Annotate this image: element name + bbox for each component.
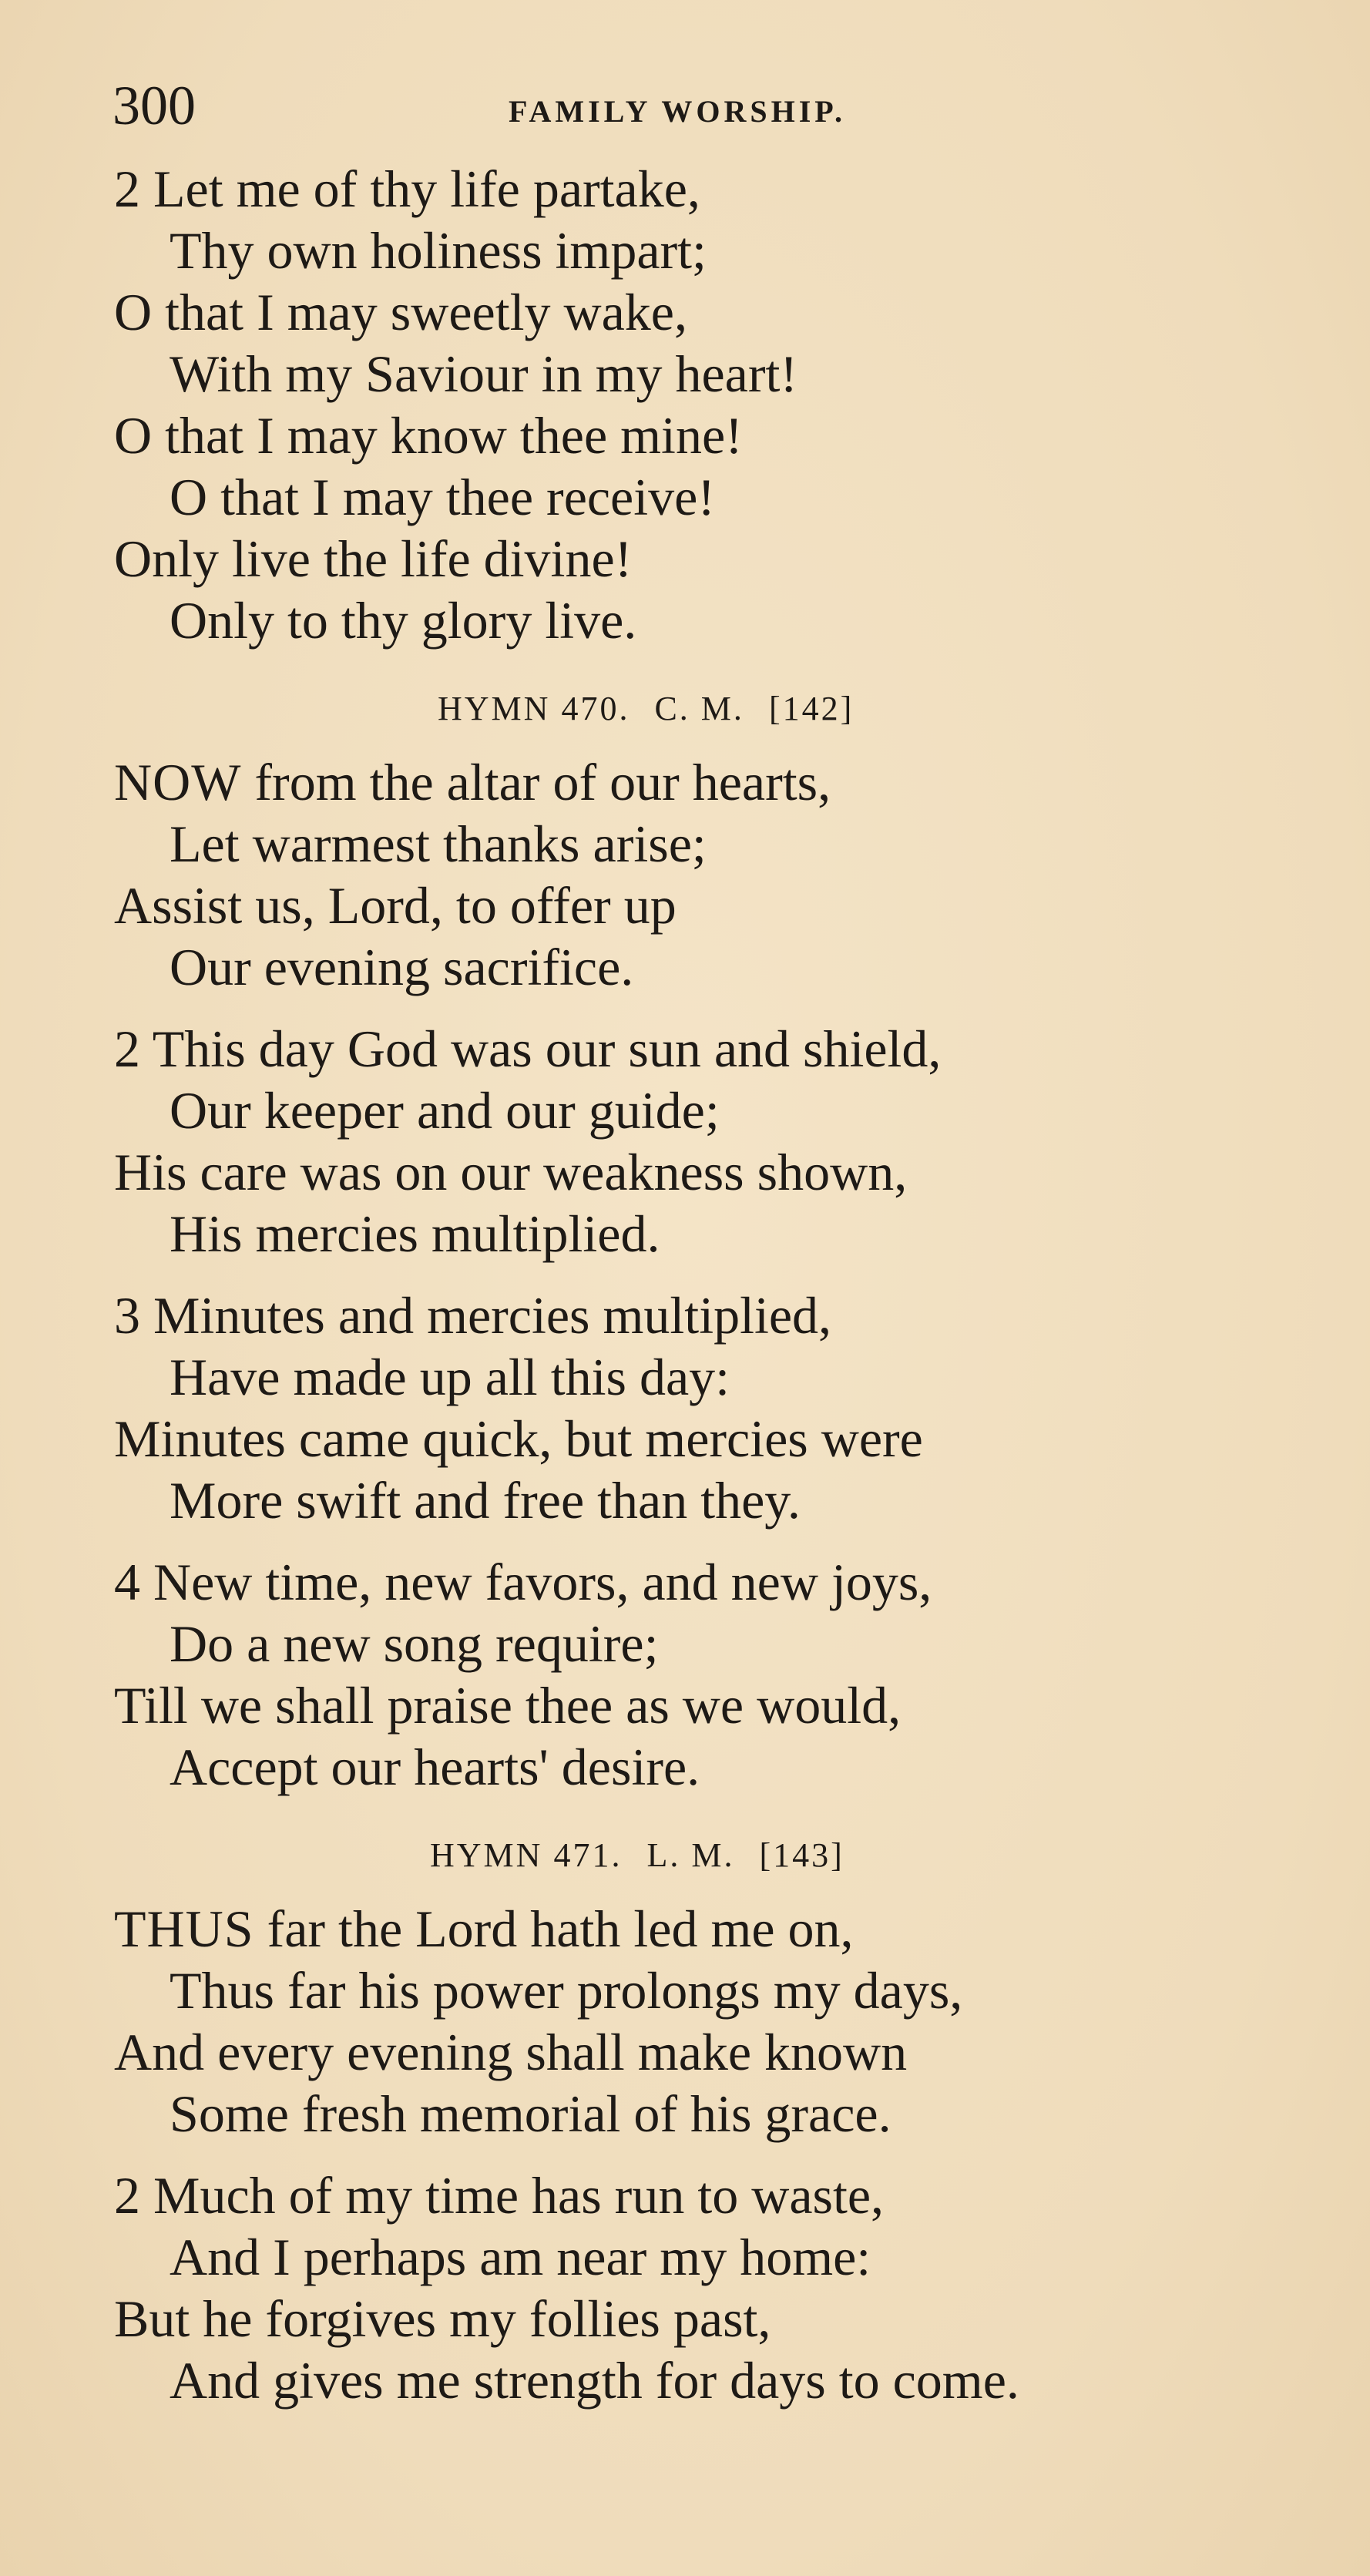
hymn-meter: C. M.	[654, 690, 744, 727]
page-number: 300	[112, 75, 196, 136]
verse-line: 3 Minutes and mercies multiplied,	[114, 1286, 832, 1345]
verse-line: Let warmest thanks arise;	[170, 814, 707, 873]
verse-line: Our keeper and our guide;	[170, 1081, 720, 1140]
verse-line: Accept our hearts' desire.	[170, 1738, 700, 1796]
verse-line: 2 Much of my time has run to waste,	[114, 2166, 885, 2225]
verse-line: O that I may thee receive!	[170, 468, 715, 526]
opening-word: THUS	[114, 1899, 254, 1958]
stanza	[114, 2165, 1270, 2411]
hymn-number: HYMN 470.	[438, 690, 630, 727]
first-line-rest: far the Lord hath led me on,	[254, 1899, 854, 1958]
verse-line: O that I may know thee mine!	[114, 406, 743, 465]
stanza	[114, 1551, 1270, 1798]
opening-word: NOW	[114, 753, 242, 811]
verse-line: Thus far his power prolongs my days,	[170, 1961, 963, 2020]
stanza	[114, 1018, 1270, 1264]
verse-line: Only to thy glory live.	[170, 591, 637, 650]
verse-line: More swift and free than they.	[170, 1471, 801, 1530]
verse-line	[114, 751, 1270, 813]
verse-line: Till we shall praise thee as we would,	[114, 1676, 902, 1735]
verse-line: Do a new song require;	[170, 1614, 659, 1673]
verse-line: And every evening shall make known	[114, 2023, 908, 2081]
hymn-tune-ref: [143]	[759, 1836, 844, 1874]
verse-line: Our evening sacrifice.	[170, 938, 634, 996]
verse-line: Only live the life divine!	[114, 529, 633, 588]
verse-line: Assist us, Lord, to offer up	[114, 876, 677, 935]
verse-line: Minutes came quick, but mercies were	[114, 1409, 923, 1468]
stanza	[114, 1285, 1270, 1531]
verse-line: His care was on our weakness shown,	[114, 1143, 908, 1201]
stanza	[114, 1898, 1270, 2144]
first-line-rest: from the altar of our hearts,	[241, 753, 831, 811]
verse-line	[114, 1898, 1270, 1960]
hymn-meter: L. M.	[646, 1836, 735, 1874]
hymn-heading	[114, 671, 1270, 747]
verse-line: His mercies multiplied.	[170, 1204, 660, 1263]
verse-line: 4 New time, new favors, and new joys,	[114, 1553, 932, 1611]
page-body	[114, 158, 1270, 2431]
running-head: FAMILY WORSHIP.	[509, 94, 847, 129]
verse-line: Thy own holiness impart;	[170, 221, 707, 280]
verse-line: And gives me strength for days to come.	[170, 2351, 1019, 2410]
hymn-heading	[114, 1818, 1270, 1893]
verse-line: Have made up all this day:	[170, 1348, 730, 1406]
verse-line: 2 This day God was our sun and shield,	[114, 1019, 942, 1078]
page-header	[0, 71, 1370, 140]
verse-line: With my Saviour in my heart!	[170, 344, 798, 403]
hymn-tune-ref: [142]	[768, 690, 855, 727]
verse-line: But he forgives my follies past,	[114, 2289, 771, 2348]
hymn-number: HYMN 471.	[430, 1836, 623, 1874]
verse-line: And I perhaps am near my home:	[170, 2228, 871, 2286]
verse-line: Some fresh memorial of his grace.	[170, 2084, 892, 2143]
verse-line: O that I may sweetly wake,	[114, 283, 687, 341]
stanza	[114, 751, 1270, 998]
stanza	[114, 158, 1270, 651]
verse-line: 2 Let me of thy life partake,	[114, 160, 700, 218]
